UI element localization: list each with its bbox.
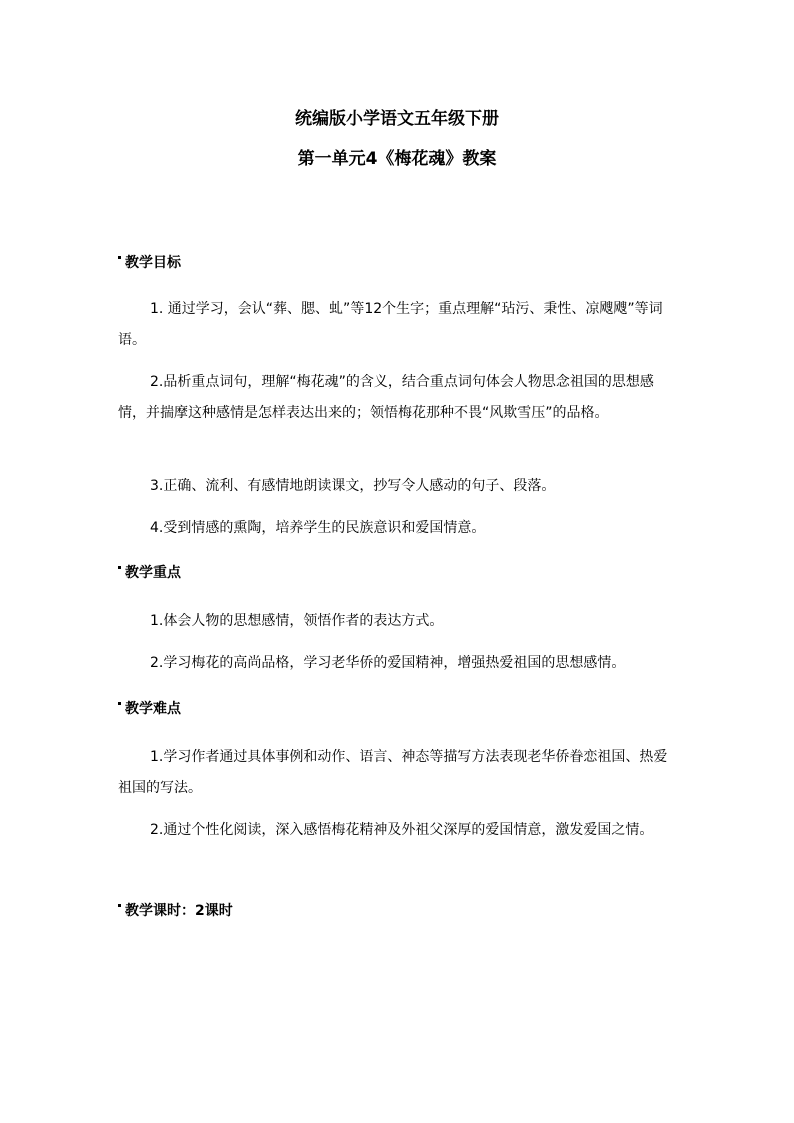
difficulty-item-1: 1.学习作者通过具体事例和动作、语言、神态等描写方法表现老华侨眷恋祖国、热爱祖国的写法。 (118, 749, 668, 796)
section-heading-difficulties-label: 教学难点 (125, 701, 181, 717)
document-title-line2: 第一单元4《梅花魂》教案 (297, 149, 497, 169)
difficulty-item-2: 2.通过个性化阅读，深入感悟梅花精神及外祖父深厚的爱国情意，激发爱国之情。 (150, 822, 654, 838)
goal-item-2: 2.品析重点词句，理解“梅花魂”的含义，结合重点词句体会人物思念祖国的思想感情，并揣摩这种感情是怎样表达出来的；领悟梅花那种不畏“风欺雪压”的品格。 (118, 374, 654, 421)
key-point-item-1: 1.体会人物的思想感情，领悟作者的表达方式。 (150, 613, 444, 629)
section-heading-key-points-label: 教学重点 (125, 565, 181, 581)
bullet-icon (118, 702, 121, 705)
goal-item-4: 4.受到情感的熏陶，培养学生的民族意识和爱国情意。 (150, 520, 486, 536)
section-heading-goals (118, 253, 181, 273)
section-heading-key-points (118, 563, 181, 583)
goal-item-3: 3.正确、流利、有感情地朗读课文，抄写令人感动的句子、段落。 (150, 478, 556, 494)
key-point-item-2: 2.学习梅花的高尚品格，学习老华侨的爱国精神，增强热爱祖国的思想感情。 (150, 655, 626, 671)
bullet-icon (118, 566, 121, 569)
bullet-icon (118, 904, 121, 907)
section-heading-difficulties (118, 699, 181, 719)
bullet-icon (118, 256, 121, 259)
section-heading-lessons-label: 教学课时：2课时 (125, 903, 233, 919)
document-title-line1: 统编版小学语文五年级下册 (295, 109, 499, 129)
goal-item-1: 1. 通过学习，会认“葬、腮、虬”等12个生字；重点理解“玷污、秉性、凉飕飕”等词语。 (118, 301, 663, 348)
section-heading-lessons (118, 901, 233, 921)
section-heading-goals-label: 教学目标 (125, 255, 181, 271)
